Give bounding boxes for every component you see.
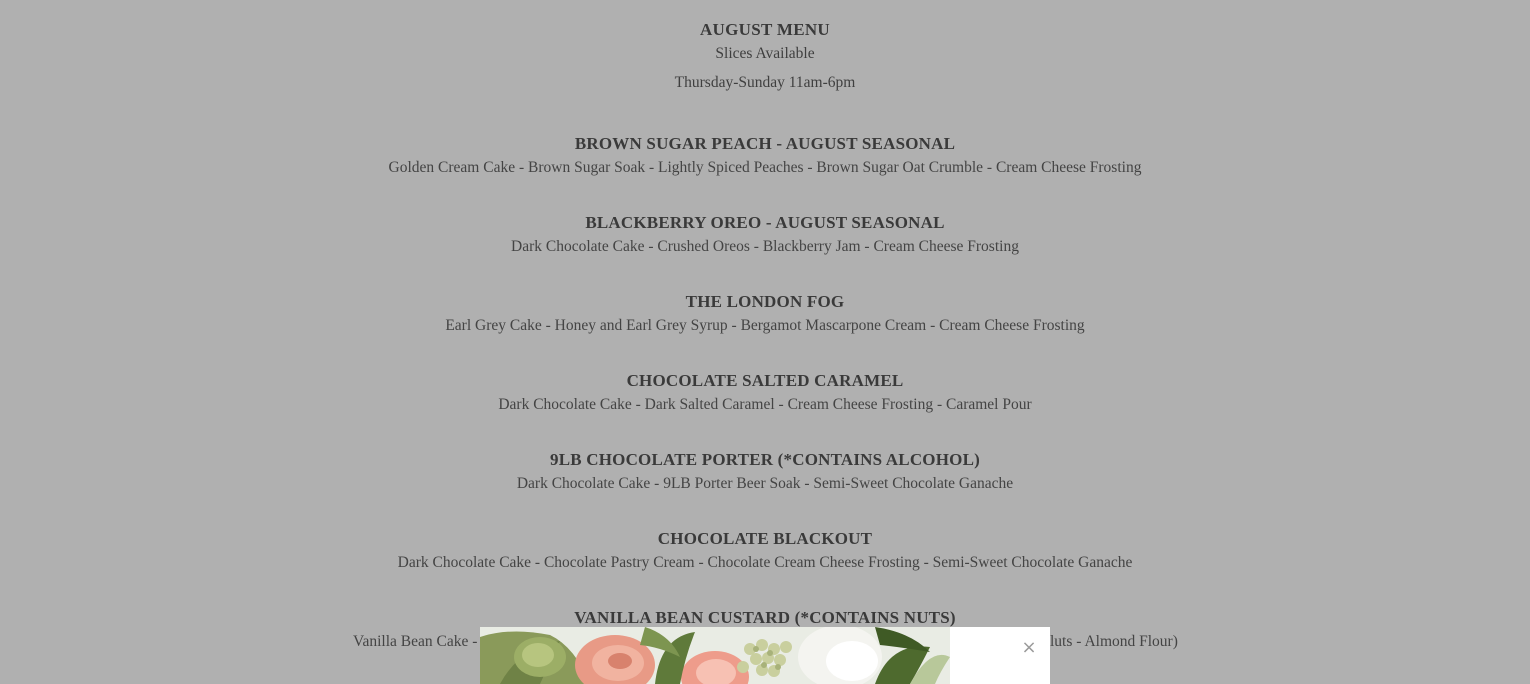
- promo-popup[interactable]: [480, 627, 1050, 684]
- menu-item-name: BROWN SUGAR PEACH - AUGUST SEASONAL: [574, 134, 956, 153]
- menu-item-description-left: Vanilla Bean Cake -: [353, 633, 478, 650]
- close-icon[interactable]: ×: [1021, 637, 1037, 658]
- menu-item-name: BLACKBERRY OREO - AUGUST SEASONAL: [585, 213, 945, 232]
- menu-item-name: CHOCOLATE SALTED CARAMEL: [626, 371, 904, 390]
- menu-item-name: THE LONDON FOG: [685, 292, 845, 311]
- menu-item-description-right: luts - Almond Flour): [1050, 633, 1178, 650]
- flower-bouquet-image: [480, 627, 1050, 684]
- menu-item-name: CHOCOLATE BLACKOUT: [657, 529, 873, 548]
- menu-subtitle: Slices Available: [715, 45, 815, 62]
- menu-item-description: Dark Chocolate Cake - 9LB Porter Beer Soak - Semi-Sweet Chocolate Ganache: [516, 475, 1014, 492]
- menu-item-description: Dark Chocolate Cake - Dark Salted Caramel - Cream Cheese Frosting - Caramel Pour: [498, 396, 1032, 413]
- menu-item-name: VANILLA BEAN CUSTARD (*CONTAINS NUTS): [574, 608, 956, 627]
- menu-item-description: Golden Cream Cake - Brown Sugar Soak - Lightly Spiced Peaches - Brown Sugar Oat Crumble - Cream Cheese Frosting: [388, 159, 1142, 176]
- menu-item-name: 9LB CHOCOLATE PORTER (*CONTAINS ALCOHOL): [550, 450, 980, 469]
- menu-item-description: Dark Chocolate Cake - Chocolate Pastry Cream - Chocolate Cream Cheese Frosting - Semi-Sweet Chocolate Ganache: [397, 554, 1133, 571]
- menu-item-description: Dark Chocolate Cake - Crushed Oreos - Blackberry Jam - Cream Cheese Frosting: [511, 238, 1019, 255]
- menu-hours: Thursday-Sunday 11am-6pm: [674, 74, 856, 91]
- menu-title: AUGUST MENU: [699, 20, 831, 39]
- menu-item-description: Earl Grey Cake - Honey and Earl Grey Syrup - Bergamot Mascarpone Cream - Cream Cheese Frosting: [445, 317, 1085, 334]
